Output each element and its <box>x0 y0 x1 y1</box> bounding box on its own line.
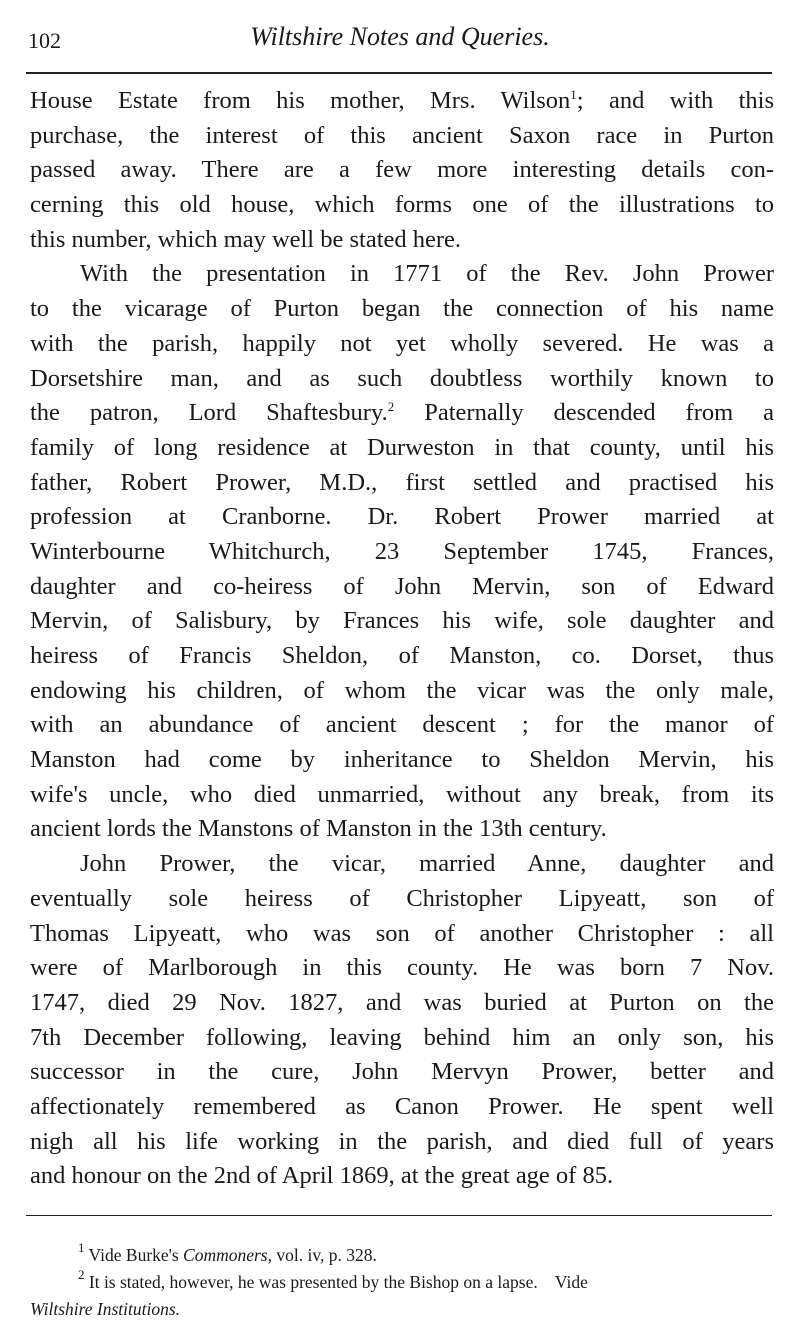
text-line: with the parish, happily not yet wholly severed. He was a <box>30 329 774 357</box>
text-line: with an abundance of ancient descent ; for the manor of <box>30 711 774 739</box>
text-line: 1747, died 29 Nov. 1827, and was buried at Purton on the <box>30 988 774 1016</box>
text-line: nigh all his life working in the parish, and died full of years <box>30 1127 774 1155</box>
text-line: wife's uncle, who died unmarried, without any break, from its <box>30 780 774 808</box>
text-line <box>30 396 774 431</box>
body-text <box>30 84 774 1194</box>
text-line: endowing his children, of whom the vicar was the only male, <box>30 676 774 704</box>
text-line: With the presentation in 1771 of the Rev. John Prower <box>80 260 774 288</box>
footnote-italic: Commoners <box>183 1245 268 1265</box>
footnote-mark: 2 <box>78 1267 85 1282</box>
text-line: profession at Cranborne. Dr. Robert Prower married at <box>30 503 774 531</box>
footnote-2 <box>30 1269 774 1296</box>
text-segment: the patron, Lord Shaftesbury. <box>30 399 388 427</box>
text-line: and honour on the 2nd of April 1869, at the great age of 85. <box>30 1162 614 1190</box>
text-line: to the vicarage of Purton began the connection of his name <box>30 295 774 323</box>
footnote-text: , vol. iv, p. 328. <box>267 1245 377 1265</box>
text-line: John Prower, the vicar, married Anne, daughter and <box>80 850 774 878</box>
footnote-text: It is stated, however, he was presented by the Bishop on a lapse. Vide <box>84 1272 588 1292</box>
text-line: this number, which may well be stated here. <box>30 225 462 253</box>
footnote-reference: 1 <box>570 87 577 102</box>
text-line: cerning this old house, which forms one of the illustrations to <box>30 191 774 219</box>
text-line: father, Robert Prower, M.D., first settled and practised his <box>30 468 774 496</box>
footnotes <box>30 1242 774 1323</box>
text-line: eventually sole heiress of Christopher Lipyeatt, son of <box>30 884 774 912</box>
footnote-text: Vide Burke's <box>84 1245 184 1265</box>
text-line <box>30 84 774 119</box>
running-title: Wiltshire Notes and Queries. <box>250 22 550 51</box>
text-line: Manston had come by inheritance to Sheldon Mervin, his <box>30 746 774 774</box>
page-header <box>28 22 772 58</box>
text-line: daughter and co-heiress of John Mervin, son of Edward <box>30 572 774 600</box>
text-line: were of Marlborough in this county. He was born 7 Nov. <box>30 954 774 982</box>
text-segment: ; and with this <box>576 87 774 114</box>
footnote-rule <box>26 1215 772 1216</box>
text-line: Winterbourne Whitchurch, 23 September 1745, Frances, <box>30 537 774 565</box>
text-line: family of long residence at Durweston in that county, until his <box>30 433 774 461</box>
footnote-mark: 1 <box>78 1240 85 1255</box>
footnote-reference: 2 <box>387 399 395 415</box>
text-line: Mervin, of Salisbury, by Frances his wife, sole daughter and <box>30 607 774 635</box>
header-rule <box>26 72 772 74</box>
text-segment: House Estate from his mother, Mrs. Wilson <box>30 87 571 114</box>
text-line: successor in the cure, John Mervyn Prower, better and <box>30 1058 774 1086</box>
text-segment: Paternally descended from a <box>394 399 775 427</box>
text-line: passed away. There are a few more interesting details con- <box>30 156 774 184</box>
text-line: Thomas Lipyeatt, who was son of another Christopher : all <box>30 919 774 947</box>
footnote-italic: Wiltshire Institutions. <box>30 1299 181 1319</box>
text-line: purchase, the interest of this ancient Saxon race in Purton <box>30 121 774 149</box>
footnote-1 <box>30 1242 774 1269</box>
text-line: heiress of Francis Sheldon, of Manston, co. Dorset, thus <box>30 642 774 669</box>
text-line: affectionately remembered as Canon Prower. He spent well <box>30 1092 774 1120</box>
footnote-2-cont <box>30 1296 774 1323</box>
page-number: 102 <box>28 28 61 53</box>
text-line: Dorsetshire man, and as such doubtless worthily known to <box>30 364 774 392</box>
text-line: ancient lords the Manstons of Manston in the 13th century. <box>30 815 607 843</box>
text-line: 7th December following, leaving behind him an only son, his <box>30 1023 774 1051</box>
